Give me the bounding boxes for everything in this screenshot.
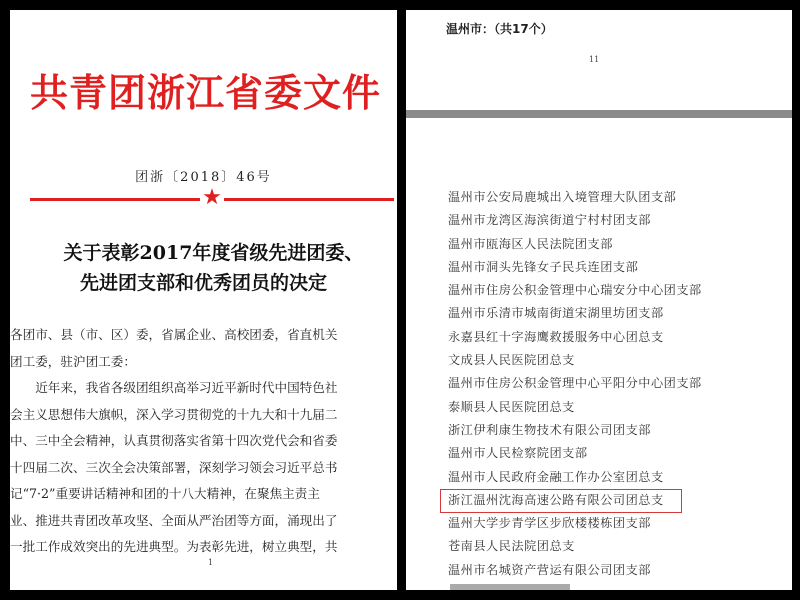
- body-line: 会主义思想伟大旗帜，深入学习贯彻党的十九大和十九届二: [10, 406, 338, 422]
- red-divider-right: [224, 198, 394, 201]
- page-number: 1: [208, 558, 214, 567]
- document-title-line-2: 先进团支部和优秀团员的决定: [79, 272, 327, 294]
- body-line: 十四届二次、三次全会决策部署，深刻学习领会习近平总书: [10, 459, 338, 475]
- list-item: 温州市公安局鹿城出入境管理大队团支部: [448, 190, 677, 204]
- list-item: 温州市住房公积金管理中心平阳分中心团支部: [448, 376, 702, 391]
- page-number: 11: [589, 55, 600, 64]
- list-item: 温州市住房公积金管理中心瑞安分中心团支部: [448, 283, 702, 298]
- list-item: 温州市名城资产营运有限公司团支部: [448, 562, 651, 577]
- cut-off-text-fragment: [450, 584, 570, 590]
- list-item: 温州市人民政府金融工作办公室团总支: [448, 469, 664, 484]
- page-gap-divider: [406, 110, 792, 118]
- body-line: 中、三中全会精神，认真贯彻落实省第十四次党代会和省委: [10, 433, 338, 448]
- document-number: 团浙〔2018〕46号: [135, 170, 272, 185]
- region-heading: 温州市：（共17个）: [446, 22, 553, 36]
- body-line: 记“7·2”重要讲话精神和团的十八大精神，在聚焦主责主: [10, 486, 320, 501]
- list-item: 温州市龙湾区海滨街道宁村村团支部: [448, 213, 651, 228]
- list-item: 苍南县人民法院团总支: [448, 539, 575, 554]
- document-masthead: 共青团浙江省委文件: [30, 71, 382, 115]
- body-line: 各团市、县（市、区）委，省属企业、高校团委，省直机关: [10, 327, 338, 342]
- document-title-line-1: 关于表彰2017年度省级先进团委、: [63, 242, 364, 264]
- body-line: 团工委，驻沪团工委：: [10, 353, 136, 369]
- left-document-page: [10, 10, 397, 590]
- red-divider-left: [30, 198, 200, 201]
- list-item: 泰顺县人民医院团总支: [448, 399, 575, 414]
- list-item: 永嘉县红十字海鹰救援服务中心团总支: [448, 329, 664, 344]
- list-item: 文成县人民医院团总支: [448, 353, 575, 368]
- red-star-icon: ★: [202, 185, 222, 210]
- list-item: 温州大学步青学区步欣楼楼栋团支部: [448, 516, 651, 531]
- list-item: 温州市瓯海区人民法院团支部: [448, 236, 613, 251]
- body-line: 一批工作成效突出的先进典型。为表彰先进，树立典型，共: [10, 539, 338, 554]
- body-line: 业、推进共青团改革攻坚、全面从严治团等方面，涌现出了: [10, 512, 338, 528]
- list-item: 浙江伊利康生物技术有限公司团支部: [448, 422, 651, 437]
- highlighted-list-item: 浙江温州沈海高速公路有限公司团总支: [448, 489, 702, 512]
- right-page-list-fragment: [406, 118, 792, 590]
- organization-list: [448, 186, 702, 582]
- body-line: 近年来，我省各级团组织高举习近平新时代中国特色社: [10, 380, 338, 395]
- right-page-top-fragment: [406, 10, 792, 110]
- list-item: 温州市人民检察院团支部: [448, 446, 588, 461]
- document-body: [10, 322, 397, 561]
- list-item: 温州市洞头先锋女子民兵连团支部: [448, 259, 639, 274]
- list-item: 温州市乐清市城南街道宋湖里坊团支部: [448, 306, 664, 321]
